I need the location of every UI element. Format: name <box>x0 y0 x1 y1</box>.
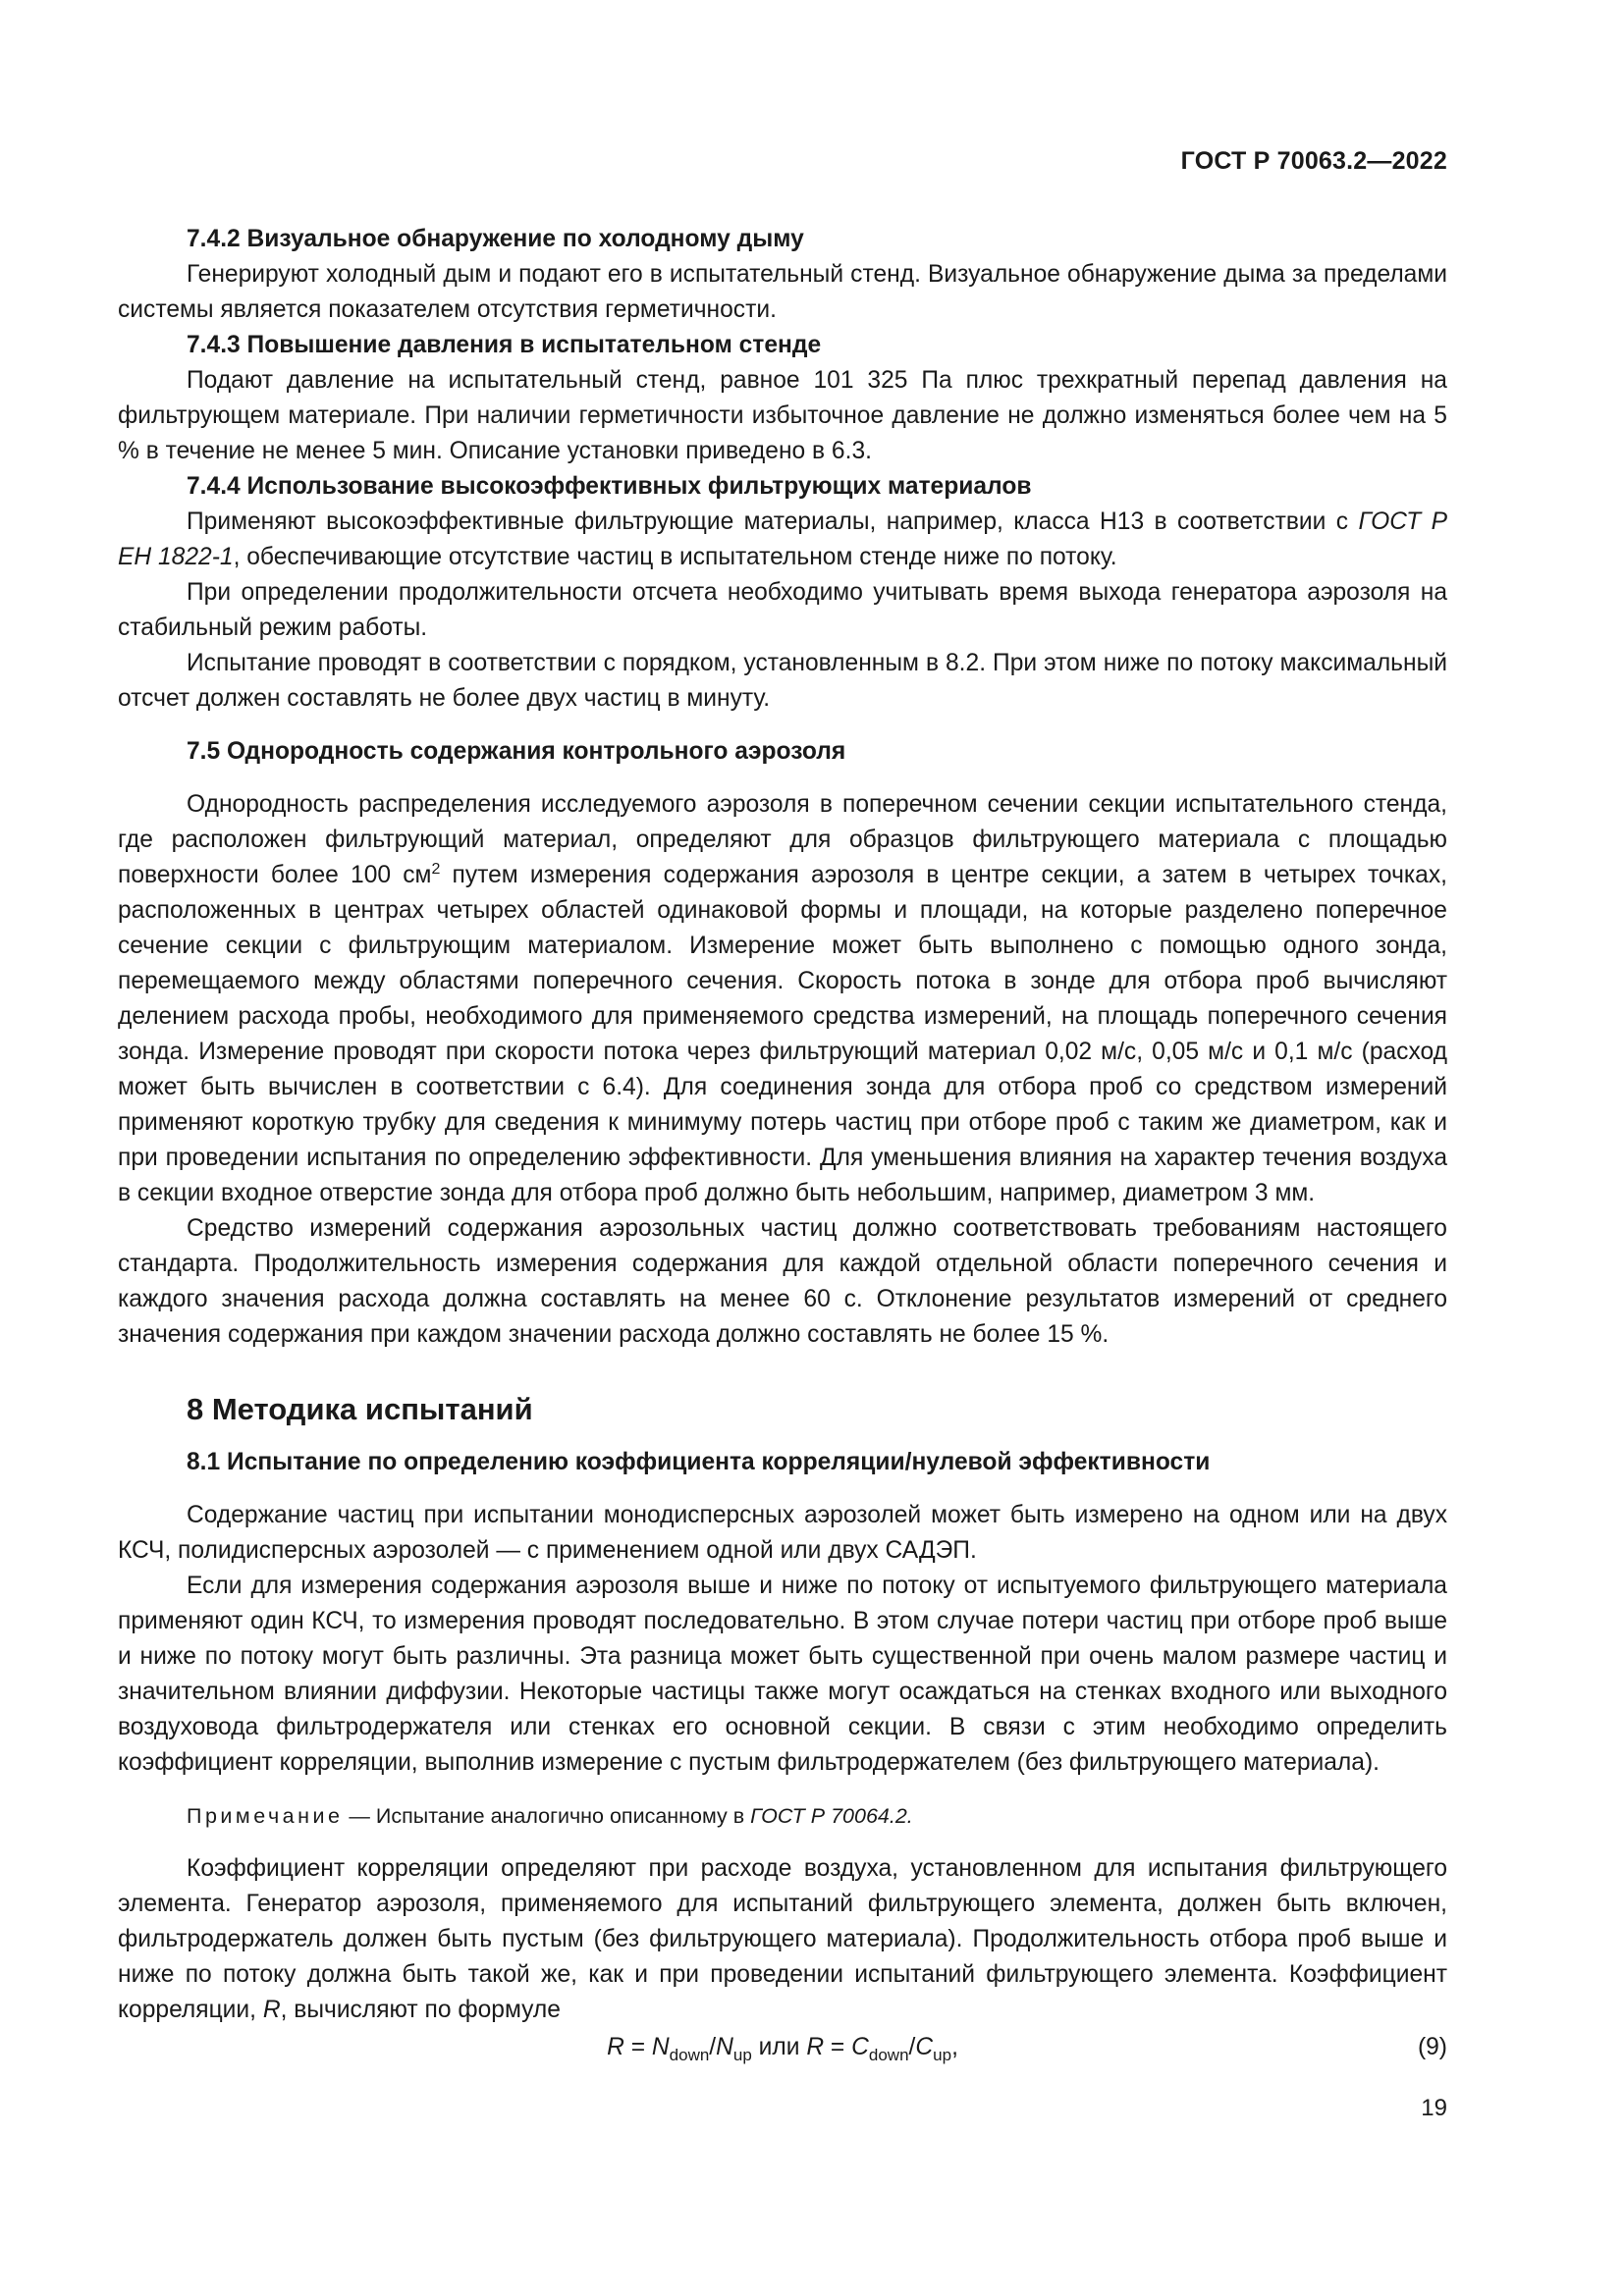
formula-9 <box>118 2028 1447 2067</box>
paragraph: Коэффициент корреляции определяют при расходе воздуха, установленном для испытания фильтрующего элемента. Генератор аэрозоля, применяемого для испытаний фильтрующего элемента, должен быть включен, фильтродержатель должен быть пустым (без фильтрующего материала). Продолжительность отбора проб выше и ниже по потоку должна быть такой же, как и при проведении испытаний фильтрующего элемента. Коэффициент корреляции, R, вычисляют по формуле <box>118 1855 1447 2023</box>
paragraph: Содержание частиц при испытании монодисперсных аэрозолей может быть измерено на одном или на двух КСЧ, полидисперсных аэрозолей — с применением одной или двух САДЭП. <box>118 1502 1447 1564</box>
standard-number-header: ГОСТ Р 70063.2—2022 <box>1180 147 1447 175</box>
superscript: 2 <box>431 860 441 878</box>
heading-8-1: 8.1 Испытание по определению коэффициента корреляции/нулевой эффективности <box>187 1449 1211 1475</box>
page-number: 19 <box>1421 2095 1447 2121</box>
equation-number: (9) <box>1417 2034 1447 2060</box>
heading-7-4-3: 7.4.3 Повышение давления в испытательном стенде <box>187 332 822 358</box>
paragraph: Средство измерений содержания аэрозольных частиц должно соответствовать требованиям настоящего стандарта. Продолжительность измерения содержания для каждой отдельной области поперечного сечения и каждого значения расхода должна составлять на менее 60 с. Отклонение результатов измерений от среднего значения содержания при каждом значении расхода должно составлять не более 15 %. <box>118 1215 1447 1348</box>
standard-reference: ГОСТ Р 70064.2. <box>750 1804 913 1828</box>
document-body <box>118 222 1447 2067</box>
paragraph: Подают давление на испытательный стенд, равное 101 325 Па плюс трехкратный перепад давления на фильтрующем материале. При наличии герметичности избыточное давление не должно изменяться более чем на 5 % в течение не менее 5 мин. Описание установки приведено в 6.3. <box>118 367 1447 464</box>
paragraph: Если для измерения содержания аэрозоля выше и ниже по потоку от испытуемого фильтрующего материала применяют один КСЧ, то измерения проводят последовательно. В этом случае потери частиц при отборе проб выше и ниже по потоку могут быть различны. Эта разница может быть существенной при очень малом размере частиц и значительном влиянии диффузии. Некоторые частицы также могут осаждаться на стенках входного или выходного воздуховода фильтродержателя или стенках его основной секции. В связи с этим необходимо определить коэффициент корреляции, выполнив измерение с пустым фильтродержателем (без фильтрующего материала). <box>118 1573 1447 1776</box>
note: Примечание — Испытание аналогично описанному в ГОСТ Р 70064.2. <box>187 1804 913 1828</box>
heading-section-8: 8 Методика испытаний <box>187 1392 533 1426</box>
standard-reference: ГОСТ Р ЕН 1822-1 <box>118 508 1447 570</box>
formula-expression: $R = N_{down}/N_{up}$ или $R = C_{down}/C_{up}$, <box>607 2034 958 2064</box>
paragraph: Применяют высокоэффективные фильтрующие материалы, например, класса H13 в соответствии с ГОСТ Р ЕН 1822-1, обеспечивающие отсутствие частиц в испытательном стенде ниже по потоку. <box>118 508 1447 570</box>
heading-7-5: 7.5 Однородность содержания контрольного аэрозоля <box>187 738 846 765</box>
paragraph: Испытание проводят в соответствии с порядком, установленным в 8.2. При этом ниже по потоку максимальный отсчет должен составлять не более двух частиц в минуту. <box>118 650 1447 712</box>
variable-R: R <box>262 1997 281 2023</box>
paragraph: Генерируют холодный дым и подают его в испытательный стенд. Визуальное обнаружение дыма за пределами системы является показателем отсутствия герметичности. <box>118 261 1447 323</box>
note-label: Примечание <box>187 1804 344 1828</box>
paragraph: При определении продолжительности отсчета необходимо учитывать время выхода генератора аэрозоля на стабильный режим работы. <box>118 579 1447 641</box>
heading-7-4-4: 7.4.4 Использование высокоэффективных фильтрующих материалов <box>187 473 1032 500</box>
paragraph: Однородность распределения исследуемого аэрозоля в поперечном сечении секции испытательного стенда, где расположен фильтрующий материал, определяют для образцов фильтрующего материала с площадью поверхности более 100 $см^2$ путем измерения содержания аэрозоля в центре секции, а затем в четырех точках, расположенных в центрах четырех областей одинаковой формы и площади, на которые разделено поперечное сечение секции с фильтрующим материалом. Измерение может быть выполнено с помощью одного зонда, перемещаемого между областями поперечного сечения. Скорость потока в зонде для отбора проб вычисляют делением расхода пробы, необходимого для применяемого средства измерений, на площадь поперечного сечения зонда. Измерение проводят при скорости потока через фильтрующий материал 0,02 м/с, 0,05 м/с и 0,1 м/с (расход может быть вычислен в соответствии с 6.4). Для соединения зонда для отбора проб со средством измерений применяют короткую трубку для сведения к минимуму потерь частиц при отборе проб с таким же диаметром, как и при проведении испытания по определению эффективности. Для уменьшения влияния на характер течения воздуха в секции входное отверстие зонда для отбора проб должно быть небольшим, например, диаметром 3 мм. <box>118 791 1447 1206</box>
heading-7-4-2: 7.4.2 Визуальное обнаружение по холодному дыму <box>187 226 804 252</box>
